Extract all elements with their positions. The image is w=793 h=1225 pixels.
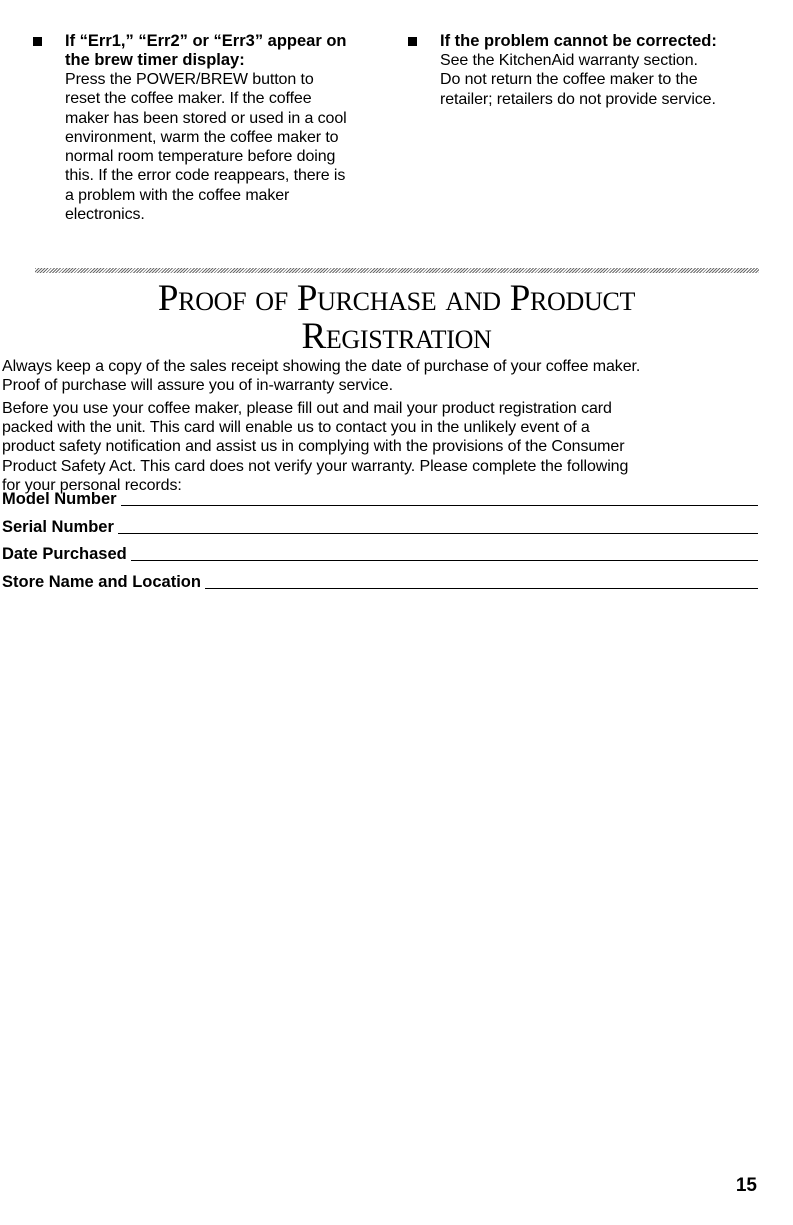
paragraph-line: Always keep a copy of the sales receipt showing the date of purchase of your coffee maker. [2, 358, 641, 375]
body-line: normal room temperature before doing [65, 148, 336, 166]
date-purchased-field [2, 545, 758, 564]
title-line: If the problem cannot be corrected: [440, 32, 717, 50]
item-body [440, 51, 765, 109]
body-line: this. If the error code reappears, there is [65, 167, 346, 185]
body-line: a problem with the coffee maker [65, 186, 290, 204]
fill-in-line [205, 588, 758, 589]
serial-number-field [2, 518, 758, 537]
field-label: Serial Number [2, 517, 114, 536]
body-line: reset the coffee maker. If the coffee [65, 90, 312, 108]
paragraph-registration [2, 399, 762, 495]
heading-line: Proof of Purchase and Product [157, 278, 636, 319]
item-title [440, 32, 765, 51]
body-line: Do not return the coffee maker to the [440, 71, 698, 89]
troubleshoot-item-error-codes [30, 32, 380, 224]
section-intro [2, 357, 762, 498]
bullet-item [30, 32, 380, 224]
section-divider [35, 268, 759, 273]
fill-in-line [118, 533, 758, 534]
page-number: 15 [735, 1175, 757, 1196]
paragraph-line: Proof of purchase will assure you of in-warranty service. [2, 377, 393, 395]
paragraph-receipt [2, 357, 762, 395]
body-line: maker has been stored or used in a cool [65, 109, 347, 127]
body-line: Press the POWER/BREW button to [65, 71, 314, 88]
body-line: environment, warm the coffee maker to [65, 128, 339, 146]
fill-in-line [131, 560, 758, 561]
field-label: Store Name and Location [2, 572, 201, 591]
paragraph-line: packed with the unit. This card will enable us to contact you in the unlikely event of a [2, 419, 590, 437]
square-bullet-icon [33, 37, 42, 46]
field-label: Date Purchased [2, 545, 127, 563]
store-name-field [2, 573, 758, 592]
field-label: Model Number [2, 490, 117, 508]
item-body [65, 70, 380, 224]
title-line: If “Err1,” “Err2” or “Err3” appear on [65, 32, 347, 50]
body-line: electronics. [65, 206, 145, 224]
paragraph-line: product safety notification and assist us in complying with the provisions of the Consumer [2, 438, 625, 456]
square-bullet-icon [408, 37, 417, 46]
heading-line: Registration [301, 316, 492, 357]
troubleshoot-item-not-corrected [405, 32, 765, 109]
body-line: See the KitchenAid warranty section. [440, 52, 698, 69]
model-number-field [2, 490, 758, 509]
fill-in-line [121, 505, 758, 506]
section-heading [0, 280, 793, 356]
item-title [65, 32, 380, 70]
paragraph-line: for your personal records: [2, 476, 182, 494]
body-line: retailer; retailers do not provide service. [440, 90, 716, 108]
title-line: the brew timer display: [65, 51, 245, 69]
paragraph-line: Product Safety Act. This card does not verify your warranty. Please complete the following [2, 457, 629, 475]
bullet-item [405, 32, 765, 109]
record-fields [2, 490, 758, 600]
paragraph-line: Before you use your coffee maker, please fill out and mail your product registration card [2, 399, 612, 417]
